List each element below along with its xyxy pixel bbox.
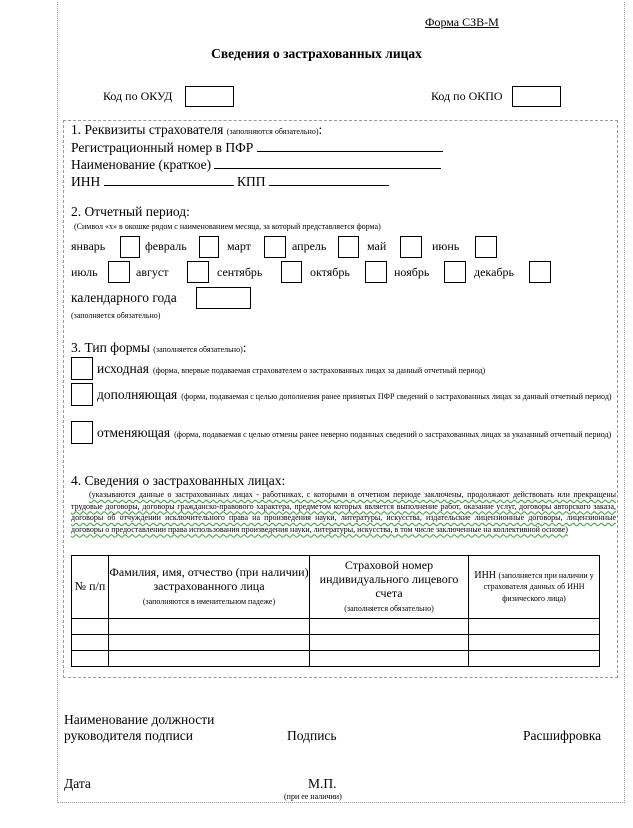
col-snils <box>310 556 469 619</box>
month-checkbox-april[interactable] <box>338 236 359 258</box>
col-snils-title: Страховой номер индивидуального лицевого счета <box>319 558 459 600</box>
section3-heading <box>71 340 247 356</box>
reg-number-row <box>71 139 443 156</box>
month-label-june: июнь <box>432 239 460 253</box>
signature-label: Подпись <box>287 728 337 743</box>
type-cancelling-label: отменяющая <box>97 425 171 440</box>
month-checkbox-july[interactable] <box>108 261 130 283</box>
reg-number-field[interactable] <box>257 139 443 152</box>
year-label: календарного года <box>71 290 177 305</box>
table-row <box>72 651 600 667</box>
table-cell[interactable] <box>469 619 600 635</box>
type-cancelling-row <box>71 424 616 443</box>
inn-kpp-row <box>71 173 389 190</box>
type-supplementary-desc: (форма, подаваемая с целью дополнения ранее принятых ПФР сведений о застрахованных лицах за данный отчетный период) <box>181 392 612 401</box>
month-label-march: март <box>227 239 251 253</box>
year-field[interactable] <box>196 287 251 309</box>
okpo-label: Код по ОКПО <box>431 89 503 103</box>
col-inn <box>469 556 600 619</box>
month-label-august: август <box>136 265 169 279</box>
type-cancelling-desc: (форма, подаваемая с целью отмены ранее неверно поданных сведений о застрахованных лицах за указанный отчетный период) <box>174 430 612 439</box>
month-label-january: январь <box>71 239 106 253</box>
month-checkbox-december[interactable] <box>529 261 551 283</box>
col-number-title: № п/п <box>74 579 106 594</box>
table-cell[interactable] <box>469 635 600 651</box>
table-cell[interactable] <box>310 651 469 667</box>
section2-note: (Символ «х» в окошке рядом с наименованием месяца, за который представляется форма) <box>74 222 381 231</box>
section1-colon: : <box>318 122 323 137</box>
short-name-row <box>71 156 441 173</box>
position-label: Наименование должности руководителя подписи <box>64 712 215 743</box>
okpo-field[interactable] <box>512 86 561 107</box>
reg-number-label: Регистрационный номер в ПФР <box>71 140 254 155</box>
section1-note: (заполняются обязательно) <box>226 127 319 136</box>
table-cell[interactable] <box>469 651 600 667</box>
col-inn-title: ИНН <box>474 569 497 581</box>
okud-field[interactable] <box>185 86 234 107</box>
type-supplementary-label: дополняющая <box>97 387 178 402</box>
col-fullname-title: Фамилия, имя, отчество (при наличии) застрахованного лица <box>109 565 309 594</box>
type-supplementary-row <box>71 386 616 405</box>
type-initial-label: исходная <box>97 361 149 376</box>
insured-persons-table <box>71 555 600 667</box>
month-checkbox-october[interactable] <box>365 261 387 283</box>
section3-note: (заполняется обязательно) <box>153 345 243 354</box>
kpp-label: КПП <box>237 174 266 189</box>
month-label-november: ноябрь <box>394 265 430 279</box>
table-cell[interactable] <box>310 635 469 651</box>
month-checkbox-february[interactable] <box>199 236 219 258</box>
month-label-october: октябрь <box>310 265 350 279</box>
type-initial-desc: (форма, впервые подаваемая страхователем о застрахованных лицах за данный отчетный период) <box>152 366 486 375</box>
table-cell[interactable] <box>72 619 109 635</box>
month-checkbox-january[interactable] <box>120 236 140 258</box>
month-label-july: июль <box>71 265 98 279</box>
month-checkbox-november[interactable] <box>444 261 466 283</box>
col-fullname-note: (заполняются в именительном падеже) <box>142 596 276 606</box>
date-label: Дата <box>64 776 91 791</box>
form-title: Сведения о застрахованных лицах <box>211 46 422 61</box>
type-initial-row <box>71 359 616 379</box>
section3-title: 3. Тип формы <box>71 340 150 355</box>
short-name-field[interactable] <box>214 156 441 169</box>
decoding-label: Расшифровка <box>523 728 602 743</box>
table-cell[interactable] <box>109 619 310 635</box>
inn-label: ИНН <box>71 174 101 189</box>
month-label-may: май <box>367 239 387 253</box>
form-name: Форма СЗВ-М <box>425 15 499 29</box>
section2-heading: 2. Отчетный период: <box>71 204 190 219</box>
month-checkbox-august[interactable] <box>187 261 209 283</box>
kpp-field[interactable] <box>269 173 389 186</box>
table-cell[interactable] <box>72 651 109 667</box>
year-note: (заполняется обязательно) <box>71 311 161 320</box>
month-label-december: декабрь <box>474 265 514 279</box>
section4-note: (указываются данные о застрахованных лицах - работниках, с которыми в отчетном периоде заключены, продолжают действовать или прекращены трудовые договоры, договоры гражданско-правового характера, предметом которых является выполнение работ, оказание услуг, договоры авторского заказа, договоры об отчуждении исключительного права на произведения науки, литературы, искусства, издательские лицензионные договоры, лицензионные договоры о предоставлении права использования произведения науки, литературы, искусства, в том числе заключенные на коллективной основе) <box>71 490 616 534</box>
table-cell[interactable] <box>109 651 310 667</box>
table-row <box>72 619 600 635</box>
month-checkbox-june[interactable] <box>475 236 497 258</box>
month-checkbox-september[interactable] <box>281 261 302 283</box>
table-cell[interactable] <box>72 635 109 651</box>
month-checkbox-may[interactable] <box>400 236 422 258</box>
table-cell[interactable] <box>109 635 310 651</box>
section4-heading: 4. Сведения о застрахованных лицах: <box>71 473 286 488</box>
inn-field[interactable] <box>104 173 234 186</box>
section3-colon: : <box>242 340 247 355</box>
stamp-label: М.П. <box>308 776 337 791</box>
month-label-april: апрель <box>292 239 327 253</box>
month-label-september: сентябрь <box>217 265 263 279</box>
short-name-label: Наименование (краткое) <box>71 157 212 172</box>
col-snils-note: (заполняется обязательно) <box>344 603 434 613</box>
stamp-note: (при ее наличии) <box>284 792 342 801</box>
table-cell[interactable] <box>310 619 469 635</box>
month-checkbox-march[interactable] <box>264 236 286 258</box>
col-fullname <box>109 556 310 619</box>
table-row <box>72 635 600 651</box>
month-label-february: февраль <box>145 239 187 253</box>
col-number <box>72 556 109 619</box>
section1-heading <box>71 122 322 138</box>
okud-label: Код по ОКУД <box>103 89 173 103</box>
section1-title: 1. Реквизиты страхователя <box>71 122 224 137</box>
col-inn-note: (заполняется при наличии у страхователя данных об ИНН физического лица) <box>483 570 594 603</box>
